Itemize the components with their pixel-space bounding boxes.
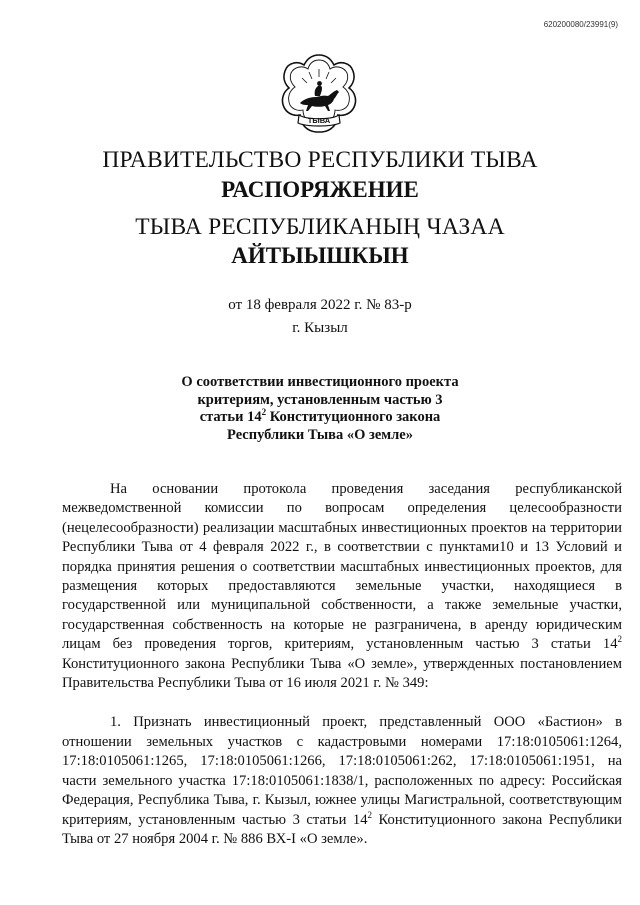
document-body bbox=[62, 480, 622, 869]
subject-line: статьи $14^2$ Конституционного закона bbox=[199, 407, 441, 425]
order-title-ru: РАСПОРЯЖЕНИЕ bbox=[221, 177, 419, 202]
order-title-tyv: АЙТЫЫШКЫН bbox=[231, 243, 409, 268]
document-subject bbox=[150, 374, 490, 444]
svg-text:ТЫВА: ТЫВА bbox=[307, 116, 331, 125]
tuva-coat-of-arms-icon bbox=[274, 49, 364, 145]
date-number-line: от 18 февраля 2022 г. № 83-р bbox=[228, 297, 412, 313]
clause-paragraph: 1. Признать инвестиционный проект, представленный ООО «Бастион» в отношении земельных участков с кадастровыми номерами 17:18:0105061:1264, 17:18:0105061:1265, 17:18:0105061:1266, 17:18:0105061:262, 17:18:0105061:1951, на части земельного участка 17:18:0105061:1838/1, расположенных по адресу: Российская Федерация, Республика Тыва, г. Кызыл, южнее улицы Магистральной, соответствующим критериям, установленным частью 3 статьи $14^2$ Конституционного закона Республики Тыва от 27 ноября 2004 г. № 886 ВХ-I «О земле». bbox=[62, 714, 622, 847]
city-line: г. Кызыл bbox=[292, 320, 348, 336]
preamble-paragraph: На основании протокола проведения заседания республиканской межведомственной комиссии по вопросам определения целесообразности (нецелесообразности) реализации масштабных инвестиционных проектов на территории Республики Тыва от 4 февраля 2022 г., в соответствии с пунктами10 и 13 Условий и порядка принятия решения о соответствии масштабных инвестиционных проектов, для размещения которых предоставляются земельные участки, находящиеся в государственной или муниципальной собственности, а также земельные участки, государственная собственность на которые не разграничена, в аренду юридическим лицам без проведения торгов, критериям, установленным частью 3 статьи $14^2$ Конституционного закона Республики Тыва «О земле», утвержденных постановлением Правительства Республики Тыва от 16 июля 2021 г. № 349: bbox=[62, 481, 622, 692]
document-id: 620200080/23991(9) bbox=[543, 20, 618, 29]
subject-line: О соответствии инвестиционного проекта bbox=[181, 374, 459, 390]
government-title-tyv: ТЫВА РЕСПУБЛИКАНЫҢ ЧАЗАА bbox=[135, 214, 505, 240]
government-title-ru: ПРАВИТЕЛЬСТВО РЕСПУБЛИКИ ТЫВА bbox=[102, 147, 538, 173]
subject-line: критериям, установленным частью 3 bbox=[197, 391, 443, 408]
subject-line: Республики Тыва «О земле» bbox=[227, 426, 413, 443]
